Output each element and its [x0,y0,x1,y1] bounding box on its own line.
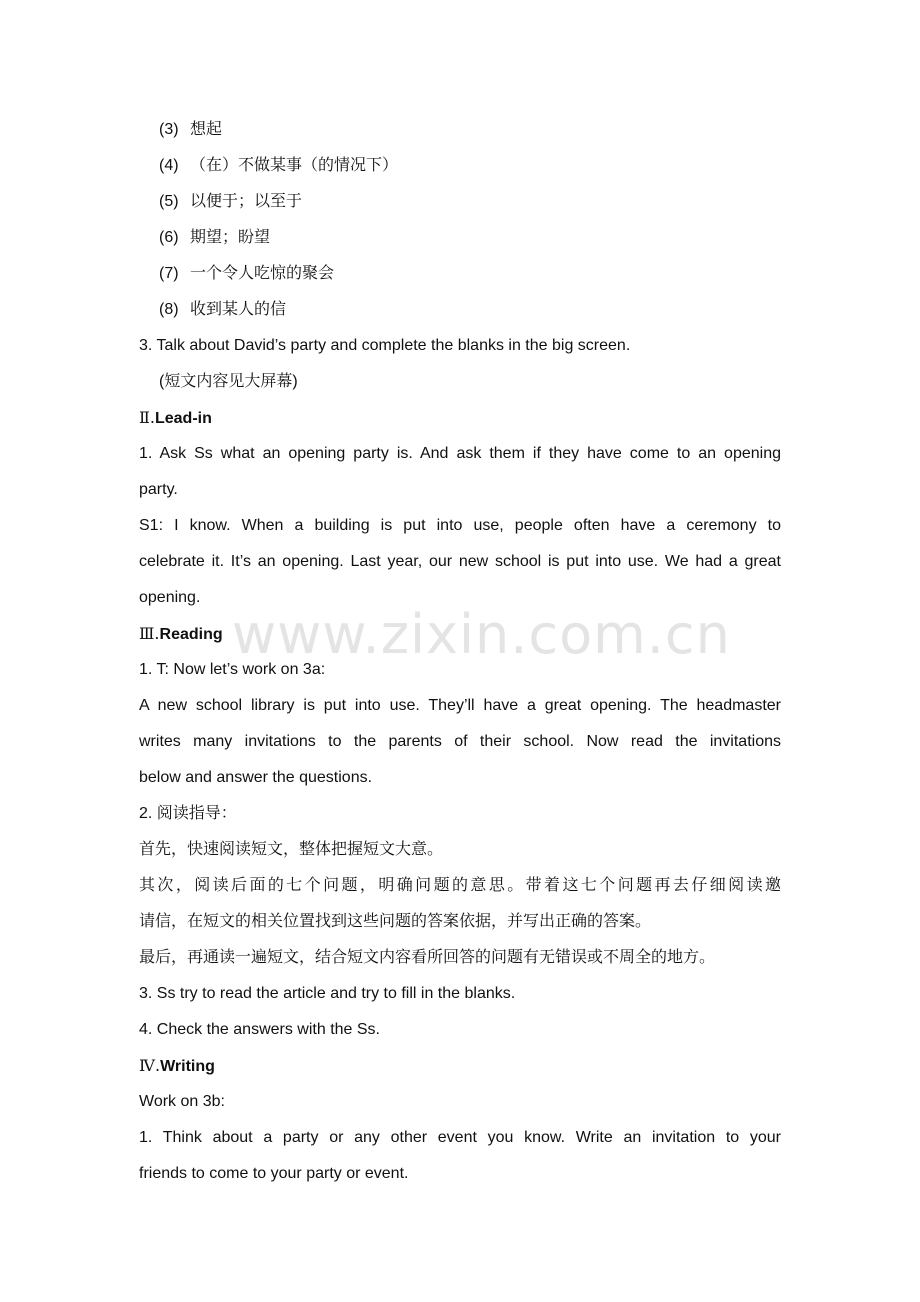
reading-paragraph-2-line-1: A new school library is put into use. They’ll have a great opening. The headmaster [139,697,781,714]
reading-guide-step-1: 首先，快速阅读短文，整体把握短文大意。 [139,841,444,858]
section-heading-writing: Ⅳ.Writing [139,1056,215,1075]
phrase-item-8: (8) 收到某人的信 [159,301,287,318]
reading-paragraph-3: 3. Ss try to read the article and try to fill in the blanks. [139,985,516,1002]
reading-guide-step-2-line-1: 其次，阅读后面的七个问题，明确问题的意思。带着这七个问题再去仔细阅读邀 [139,877,781,894]
task-3-text: 3. Talk about David’s party and complete the blanks in the big screen. [139,337,631,354]
phrase-item-7: (7) 一个令人吃惊的聚会 [159,265,335,282]
lead-in-s1-line-1: S1: I know. When a building is put into use, people often have a ceremony to [139,517,781,534]
document-body [139,112,781,1192]
reading-guide-heading: 2. 阅读指导： [139,805,237,822]
lead-in-paragraph-1-line-2: party. [139,481,178,498]
reading-paragraph-1: 1. T: Now let’s work on 3a: [139,661,326,678]
section-heading-reading: Ⅲ.Reading [139,624,223,643]
lead-in-paragraph-1-line-1: 1. Ask Ss what an opening party is. And ask them if they have come to an opening [139,445,781,462]
phrase-item-6: (6) 期望；盼望 [159,229,271,246]
watermark: www.zixin.com.cn [232,603,731,666]
phrase-item-5: (5) 以便于；以至于 [159,193,303,210]
reading-guide-step-3: 最后，再通读一遍短文，结合短文内容看所回答的问题有无错误或不周全的地方。 [139,949,716,966]
reading-paragraph-2-line-3: below and answer the questions. [139,769,373,786]
reading-paragraph-4: 4. Check the answers with the Ss. [139,1021,380,1038]
lead-in-s1-line-2: celebrate it. It’s an opening. Last year, our new school is put into use. We had a great [139,553,781,570]
lead-in-s1-line-3: opening. [139,589,201,606]
task-3-note: (短文内容见大屏幕) [159,373,298,390]
writing-paragraph-1: Work on 3b: [139,1093,225,1110]
phrase-item-3: (3) 想起 [159,121,223,138]
reading-paragraph-2-line-2: writes many invitations to the parents of their school. Now read the invitations [139,733,781,750]
section-heading-lead-in: Ⅱ.Lead-in [139,408,212,427]
writing-paragraph-2-line-2: friends to come to your party or event. [139,1165,409,1182]
reading-guide-step-2-line-2: 请信，在短文的相关位置找到这些问题的答案依据，并写出正确的答案。 [139,913,652,930]
phrase-item-4: (4) （在）不做某事（的情况下） [159,157,399,174]
writing-paragraph-2-line-1: 1. Think about a party or any other event you know. Write an invitation to your [139,1129,781,1146]
